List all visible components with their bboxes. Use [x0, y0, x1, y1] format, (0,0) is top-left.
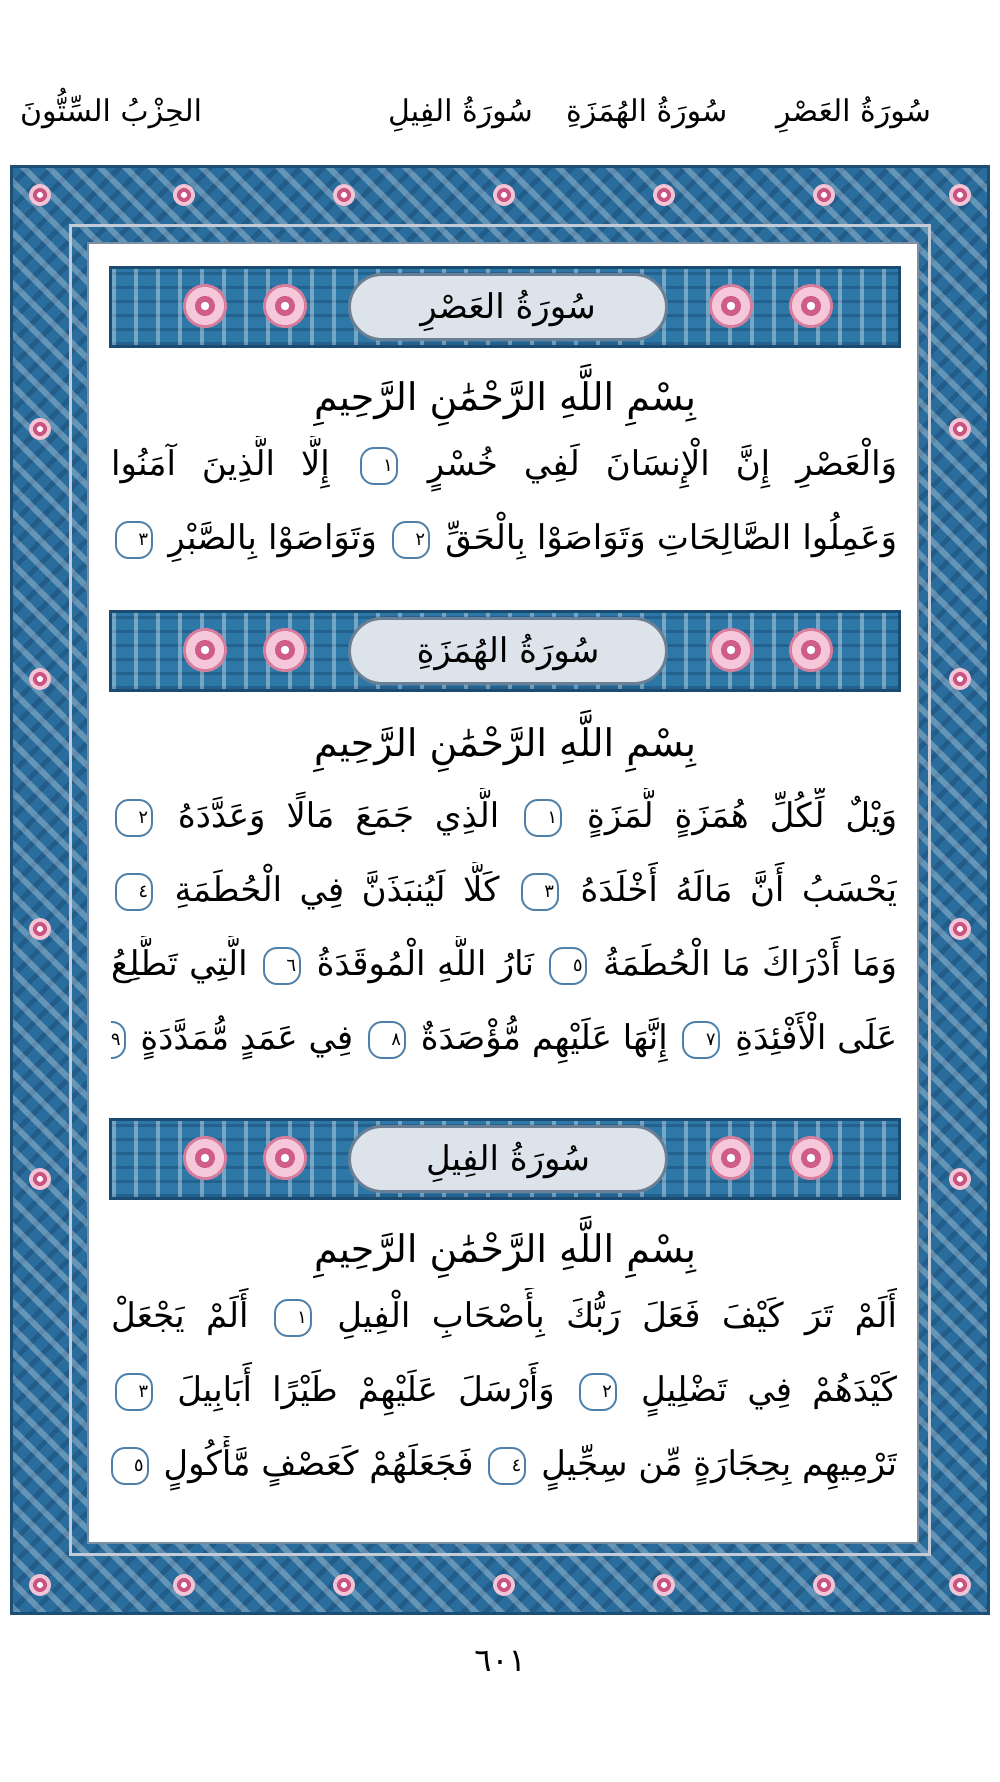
surah-title: سُورَةُ الفِيلِ — [425, 1139, 591, 1179]
ayah-number-marker: ٦ — [263, 947, 301, 985]
verse-line — [111, 1288, 897, 1344]
flower-ornament-icon — [262, 283, 308, 329]
corner-rosette-icon — [29, 184, 51, 206]
ayah-number-marker: ٨ — [368, 1021, 406, 1059]
flower-ornament-icon — [788, 627, 834, 673]
page-number: ٦٠١ — [474, 1641, 526, 1679]
border-rosette-icon — [653, 184, 675, 206]
verse-text: وَيْلٌ لِّكُلِّ هُمَزَةٍ لُّمَزَةٍ — [587, 796, 897, 836]
verse-line — [111, 862, 897, 918]
ayah-number-marker: ٢ — [392, 521, 430, 559]
surah-title-band — [109, 610, 901, 692]
verse-text: وَتَوَاصَوْا بِالصَّبْرِ — [168, 518, 377, 558]
hizb-label: الحِزْبُ السِّتُّونَ — [20, 94, 202, 129]
flower-ornament-icon — [262, 1135, 308, 1181]
corner-rosette-icon — [949, 1574, 971, 1596]
border-rosette-icon — [29, 918, 51, 940]
basmala: بِسْمِ اللَّهِ الرَّحْمَٰنِ الرَّحِيمِ — [314, 1227, 696, 1271]
ayah-number-marker: ٢ — [579, 1373, 617, 1411]
page-header — [0, 0, 1000, 150]
verse-line — [111, 436, 897, 492]
border-rosette-icon — [949, 1168, 971, 1190]
flower-ornament-icon — [182, 283, 228, 329]
verse-text: وَالْعَصْرِ إِنَّ الْإِنسَانَ لَفِي خُسْرٍ — [427, 444, 897, 484]
ayah-number-marker: ٤ — [488, 1447, 526, 1485]
verse-line — [111, 1362, 897, 1418]
ayah-number-marker: ٢ — [115, 799, 153, 837]
flower-ornament-icon — [182, 627, 228, 673]
ayah-number-marker: ٣ — [115, 521, 153, 559]
ayah-number-marker: ٥ — [549, 947, 587, 985]
surah-title: سُورَةُ العَصْرِ — [420, 287, 596, 327]
border-rosette-icon — [333, 1574, 355, 1596]
border-rosette-icon — [29, 668, 51, 690]
ayah-number-marker: ٥ — [111, 1447, 149, 1485]
ayah-number-marker: ١ — [360, 447, 398, 485]
border-rosette-icon — [949, 668, 971, 690]
verse-line — [111, 1436, 897, 1492]
verse-text: عَلَى الْأَفْئِدَةِ — [735, 1018, 897, 1058]
border-rosette-icon — [333, 184, 355, 206]
border-rosette-icon — [813, 1574, 835, 1596]
surah-title: سُورَةُ الهُمَزَةِ — [416, 631, 600, 671]
basmala: بِسْمِ اللَّهِ الرَّحْمَٰنِ الرَّحِيمِ — [314, 721, 696, 765]
ayah-number-marker: ٩ — [111, 1021, 126, 1059]
verse-text: يَحْسَبُ أَنَّ مَالَهُ أَخْلَدَهُ — [580, 870, 897, 910]
surah-title-band — [109, 266, 901, 348]
ayah-number-marker: ٣ — [115, 1373, 153, 1411]
ayah-number-marker: ٣ — [521, 873, 559, 911]
surah-title-cartouche — [348, 273, 668, 341]
header-surah-fil: سُورَةُ الفِيلِ — [388, 94, 533, 129]
verse-text: وَأَرْسَلَ عَلَيْهِمْ طَيْرًا أَبَابِيلَ — [177, 1370, 555, 1410]
border-rosette-icon — [29, 418, 51, 440]
ayah-number-marker: ١ — [274, 1299, 312, 1337]
border-rosette-icon — [493, 184, 515, 206]
surah-title-cartouche — [348, 1125, 668, 1193]
basmala: بِسْمِ اللَّهِ الرَّحْمَٰنِ الرَّحِيمِ — [314, 375, 696, 419]
flower-ornament-icon — [182, 1135, 228, 1181]
flower-ornament-icon — [708, 627, 754, 673]
verse-line — [111, 936, 897, 992]
border-rosette-icon — [493, 1574, 515, 1596]
ayah-number-marker: ٤ — [115, 873, 153, 911]
border-rosette-icon — [949, 418, 971, 440]
flower-ornament-icon — [788, 1135, 834, 1181]
border-rosette-icon — [949, 918, 971, 940]
ayah-number-marker: ١ — [524, 799, 562, 837]
verse-text: الَّتِي تَطَّلِعُ — [111, 944, 248, 984]
border-rosette-icon — [813, 184, 835, 206]
verse-text: أَلَمْ يَجْعَلْ — [111, 1296, 249, 1336]
verse-text: وَعَمِلُوا الصَّالِحَاتِ وَتَوَاصَوْا بِالْحَقِّ — [445, 518, 897, 558]
flower-ornament-icon — [708, 1135, 754, 1181]
verse-text: فَجَعَلَهُمْ كَعَصْفٍ مَّأْكُولٍ — [163, 1444, 474, 1484]
header-surah-humazah: سُورَةُ الهُمَزَةِ — [566, 94, 728, 129]
verse-text: إِلَّا الَّذِينَ آمَنُوا — [111, 444, 330, 484]
border-rosette-icon — [29, 1168, 51, 1190]
flower-ornament-icon — [788, 283, 834, 329]
border-rosette-icon — [653, 1574, 675, 1596]
ayah-number-marker: ٧ — [682, 1021, 720, 1059]
verse-text: كَيْدَهُمْ فِي تَضْلِيلٍ — [640, 1370, 897, 1410]
ornamental-frame — [10, 165, 990, 1615]
verse-line — [111, 788, 897, 844]
verse-text: أَلَمْ تَرَ كَيْفَ فَعَلَ رَبُّكَ بِأَصْحَابِ الْفِيلِ — [337, 1296, 897, 1336]
verse-text: كَلَّا لَيُنبَذَنَّ فِي الْحُطَمَةِ — [174, 870, 500, 910]
verse-text: تَرْمِيهِم بِحِجَارَةٍ مِّن سِجِّيلٍ — [541, 1444, 897, 1484]
text-page — [87, 242, 919, 1544]
verse-text: نَارُ اللَّهِ الْمُوقَدَةُ — [316, 944, 534, 984]
border-rosette-icon — [173, 1574, 195, 1596]
corner-rosette-icon — [949, 184, 971, 206]
verse-text: فِي عَمَدٍ مُّمَدَّدَةٍ — [140, 1018, 354, 1058]
verse-text: الَّذِي جَمَعَ مَالًا وَعَدَّدَهُ — [177, 796, 500, 836]
flower-ornament-icon — [262, 627, 308, 673]
verse-text: وَمَا أَدْرَاكَ مَا الْحُطَمَةُ — [602, 944, 897, 984]
header-surah-asr: سُورَةُ العَصْرِ — [776, 94, 931, 129]
surah-title-band — [109, 1118, 901, 1200]
surah-title-cartouche — [348, 617, 668, 685]
verse-line — [111, 1010, 897, 1066]
verse-text: إِنَّهَا عَلَيْهِم مُّؤْصَدَةٌ — [420, 1018, 668, 1058]
flower-ornament-icon — [708, 283, 754, 329]
verse-line — [111, 510, 897, 566]
border-rosette-icon — [173, 184, 195, 206]
corner-rosette-icon — [29, 1574, 51, 1596]
